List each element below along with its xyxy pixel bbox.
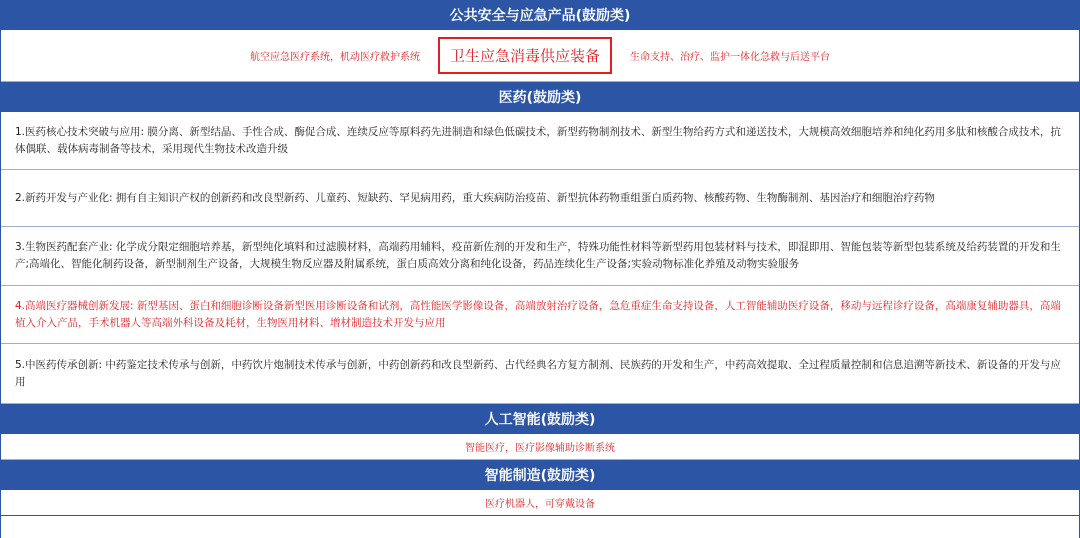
medicine-item-3 xyxy=(1,227,1079,286)
ai-row xyxy=(1,434,1079,460)
section-header-medicine: 医药(鼓励类) xyxy=(1,82,1079,112)
public-safety-left-text: 航空应急医疗系统，机动医疗救护系统 xyxy=(249,52,420,63)
medicine-item-5-text: 5.中医药传承创新: 中药鉴定技术传承与创新，中药饮片炮制技术传承与创新，中药创新药和改良型新药、古代经典名方复方制剂、民族药的开发和生产，中药高效提取、全过程质量控制和信息追溯等新技术、新设备的开发与应用 xyxy=(15,358,1061,388)
smart-mfg-text: 医疗机器人，可穿戴设备 xyxy=(485,499,595,510)
medicine-item-2-text: 2.新药开发与产业化: 拥有自主知识产权的创新药和改良型新药、儿童药、短缺药、罕见病用药，重大疾病防治疫苗、新型抗体药物重组蛋白质药物、核酸药物、生物酶制剂、基因治疗和细胞治疗药物 xyxy=(15,191,935,204)
medicine-item-2 xyxy=(1,170,1079,227)
public-safety-right-text: 生命支持、治疗、监护一体化急救与后送平台 xyxy=(630,52,830,63)
medicine-item-3-text: 3.生物医药配套产业: 化学成分限定细胞培养基，新型纯化填料和过滤膜材料，高端药用辅料，疫苗新佐剂的开发和生产，特殊功能性材料等新型药用包装材料与技术，即混即用、智能包装等新型包装系统及给药装置的开发和生产;高端化、智能化制药设备，新型制剂生产设备，大规模生物反应器及附属系统，蛋白质高效分离和纯化设备，药品连续化生产设备;实验动物标准化养殖及动物实验服务 xyxy=(15,241,1061,270)
medicine-item-4-text: 4.高端医疗器械创新发展: 新型基因、蛋白和细胞诊断设备新型医用诊断设备和试剂，高性能医学影像设备，高端放射治疗设备，急危重症生命支持设备，人工智能辅助医疗设备，移动与远程诊疗设备，高端康复辅助器具，高端植入介入产品，手术机器人等高端外科设备及耗材，生物医用材料、增材制造技术开发与应用 xyxy=(15,299,1061,329)
medicine-item-1 xyxy=(1,112,1079,170)
section-header-smart-mfg: 智能制造(鼓励类) xyxy=(1,460,1079,490)
ai-text: 智能医疗，医疗影像辅助诊断系统 xyxy=(465,443,615,454)
section-header-ai: 人工智能(鼓励类) xyxy=(1,404,1079,434)
medicine-item-5 xyxy=(1,344,1079,404)
smart-mfg-row xyxy=(1,490,1079,516)
public-safety-row xyxy=(1,30,1079,82)
public-safety-highlight-box: 卫生应急消毒供应装备 xyxy=(438,37,612,74)
medicine-item-1-text: 1.医药核心技术突破与应用: 膜分离、新型结晶、手性合成、酶促合成、连续反应等原料药先进制造和绿色低碳技术，新型药物制剂技术、新型生物给药方式和递送技术，大规模高效细胞培养和纯化药用多肽和核酸合成技术，抗体偶联、载体病毒制备等技术，采用现代生物技术改造升级 xyxy=(15,125,1061,155)
section-header-public-safety: 公共安全与应急产品(鼓励类) xyxy=(1,0,1079,30)
medicine-item-4 xyxy=(1,286,1079,344)
